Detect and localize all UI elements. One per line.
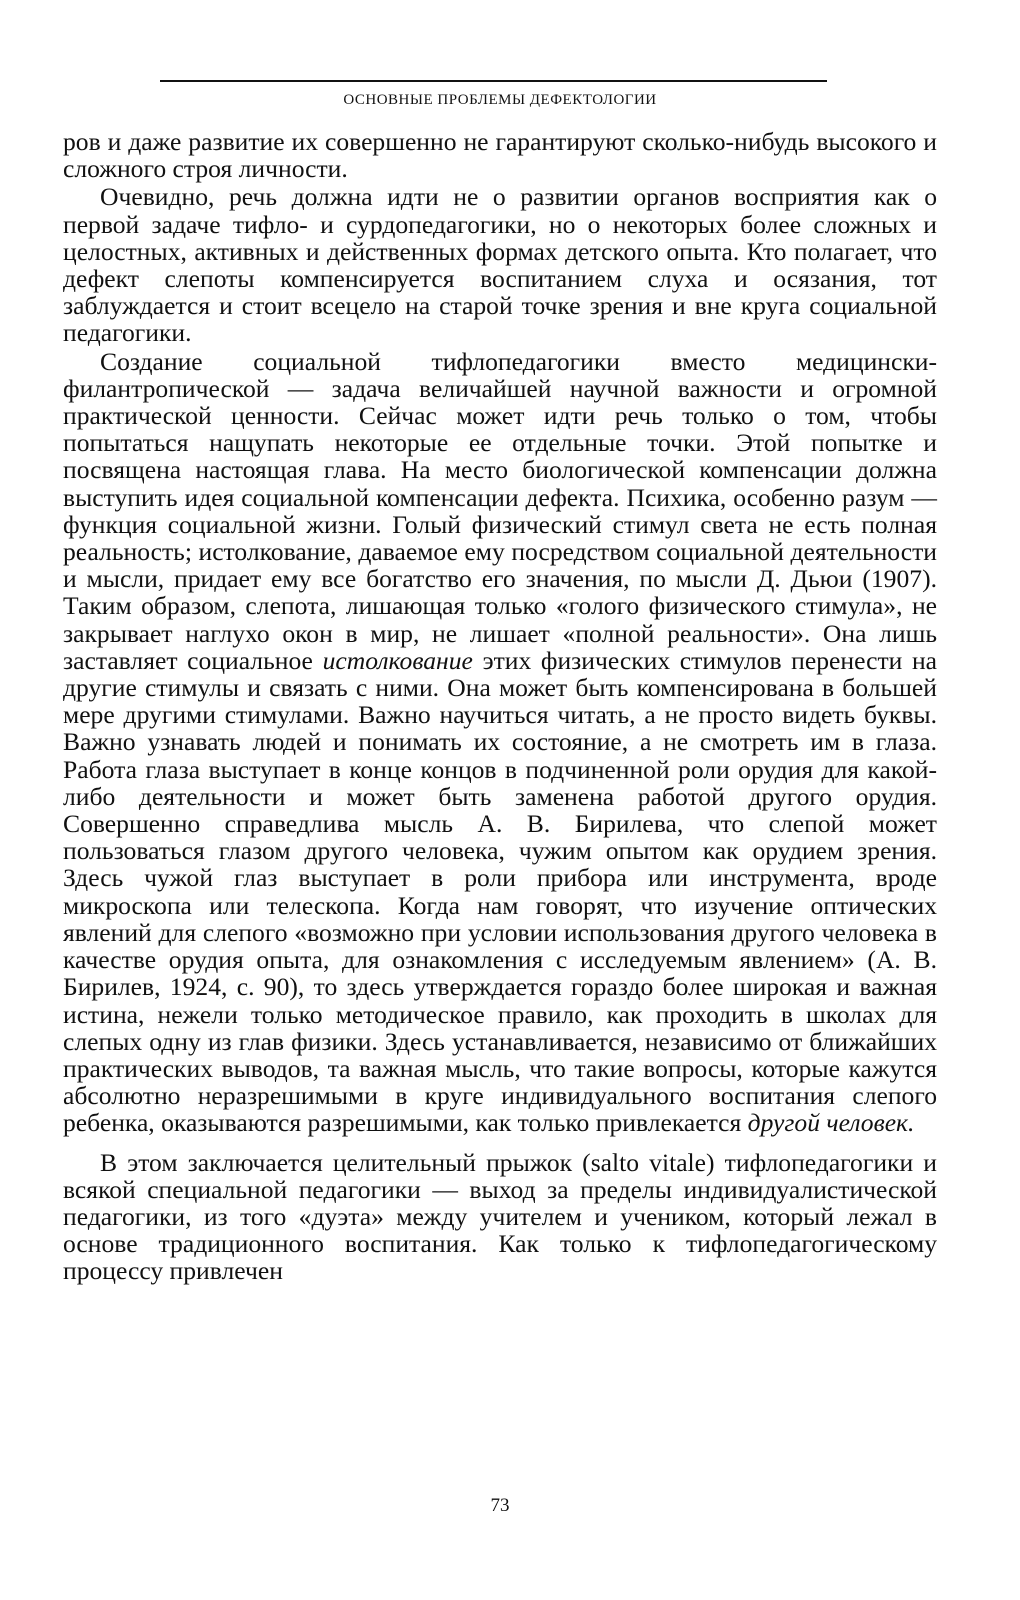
main-text (63, 128, 937, 1285)
emphasis-text: истолкование (322, 645, 473, 675)
header-rule (160, 80, 827, 82)
emphasis-text: другой человек. (747, 1108, 915, 1138)
paragraph-continuation: ров и даже развитие их совершенно не гарантируют сколько-нибудь высокого и сложного строя личности. (63, 127, 937, 184)
paragraph: В этом заключается целительный прыжок (salto vitale) тифлопедагогики и всякой специальной педагогики — выход за пределы индивидуалистической педагогики, из того «дуэта» между учителем и учеником, который лежал в основе традиционного воспитания. Как только к тифлопедагогическому процессу привлечен (63, 1147, 937, 1286)
paragraph-text: этих физических стимулов перенести на другие стимулы и связать с ними. Она может быть компенсирована в большей мере другими стимулами. Важно научиться читать, а не просто видеть буквы. Важно узнавать людей и понимать их состояние, а не смотреть им в глаза. Работа глаза выступает в конце концов в подчиненной роли орудия для какой-либо деятельности и может быть заменена работой другого орудия. Совершенно справедлива мысль А. В. Бирилева, что слепой может пользоваться глазом другого человека, чужим опытом как орудием зрения. Здесь чужой глаз выступает в роли прибора или инструмента, вроде микроскопа или телескопа. Когда нам говорят, что изучение оптических явлений для слепого «возможно при условии использования другого человека в качестве орудия опыта, для ознакомления с исследуемым явлением» (А. В. Бирилев, 1924, с. 90), то здесь утверждается гораздо более широкая и важная истина, нежели только методическое правило, как проходить в школах для слепых одну из глав физики. Здесь устанавливается, независимо от ближайших практических выводов, та важная мысль, что такие вопросы, которые кажутся абсолютно неразрешимыми в круге индивидуального воспитания слепого ребенка, оказываются разрешимыми, как только привлекается (63, 645, 938, 1138)
running-head: ОСНОВНЫЕ ПРОБЛЕМЫ ДЕФЕКТОЛОГИИ (343, 92, 657, 108)
paragraph (63, 348, 937, 1137)
page-number: 73 (490, 1495, 510, 1516)
paragraph-text: Создание социальной тифлопедагогики вместо медицински-филантропической — задача величайшей научной важности и огромной практической ценности. Сейчас может идти речь только о том, чтобы попытаться нащупать некоторые ее отдельные точки. Этой попытке и посвящена настоящая глава. На место биологической компенсации должна выступить идея социальной компенсации дефекта. Психика, особенно разум — функция социальной жизни. Голый физический стимул света не есть полная реальность; истолкование, даваемое ему посредством социальной деятельности и мысли, придает ему все богатство его значения, по мысли Д. Дьюи (1907). Таким образом, слепота, лишающая только «голого физического стимула», не закрывает наглухо окон в мир, не лишает «полной реальности». Она лишь заставляет социальное (63, 346, 937, 675)
paragraph: Очевидно, речь должна идти не о развитии органов восприятия как о первой задаче тифло- и сурдопедагогики, но о некоторых более сложных и целостных, активных и действенных формах детского опыта. Кто полагает, что дефект слепоты компенсируется воспитанием слуха и осязания, тот заблуждается и стоит всецело на старой точке зрения и вне круга социальной педагогики. (63, 182, 937, 348)
